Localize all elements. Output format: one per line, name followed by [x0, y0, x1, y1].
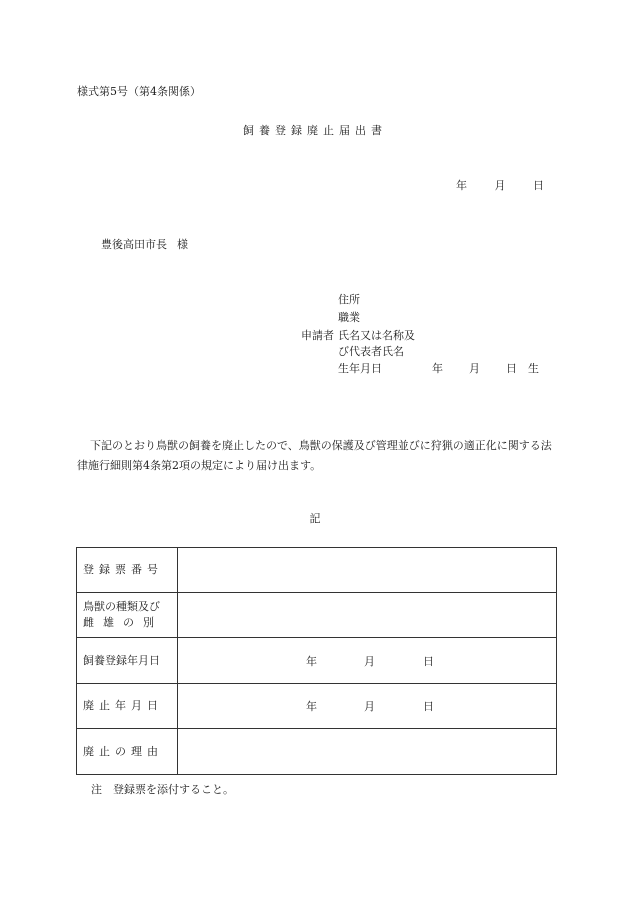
birth-year-label: 年 — [432, 362, 443, 375]
abolition-date-field[interactable] — [178, 684, 557, 729]
addressee — [101, 239, 188, 250]
declaration-text: 下記のとおり鳥獣の飼養を廃止したので、鳥獣の保護及び管理並びに狩猟の適正化に関する法律施行細則第4条第2項の規定により届け出ます。 — [77, 439, 552, 472]
applicant-prefix: 申請者 — [301, 329, 334, 342]
reg-day-label: 日 — [423, 654, 434, 668]
reg-year-label: 年 — [306, 654, 317, 668]
name-label-line1: 氏名又は名称及 — [338, 329, 415, 342]
keeping-registration-date-field[interactable] — [178, 638, 557, 684]
table-row — [77, 593, 557, 638]
birth-day-label: 日 — [506, 362, 517, 375]
keeping-registration-date-label: 飼養登録年月日 — [77, 638, 178, 684]
abolition-date-label: 廃止年月日 — [77, 684, 178, 729]
addressee-name: 豊後高田市長 — [101, 238, 167, 251]
abolition-day-label: 日 — [423, 700, 434, 713]
ki-heading: 記 — [309, 512, 321, 525]
species-sex-label-line2: 雌雄の別 — [83, 616, 163, 629]
date-day-label: 日 — [533, 179, 544, 192]
table-row — [77, 729, 557, 775]
name-label-line2: び代表者氏名 — [338, 345, 404, 358]
species-sex-label-line1: 鳥獣の種類及び — [83, 600, 160, 613]
occupation-label: 職業 — [338, 311, 360, 324]
species-sex-field[interactable] — [178, 593, 557, 638]
abolition-year-label: 年 — [306, 700, 317, 713]
address-label: 住所 — [338, 293, 360, 306]
reg-month-label: 月 — [364, 654, 375, 668]
species-sex-label — [77, 593, 178, 638]
birth-suffix: 生 — [528, 362, 539, 375]
submission-date — [456, 180, 544, 191]
date-year-label: 年 — [456, 179, 467, 192]
addressee-honorific: 様 — [177, 238, 188, 251]
document-title: 飼養登録廃止届出書 — [243, 124, 387, 137]
birth-month-label: 月 — [469, 362, 480, 375]
details-table — [76, 547, 557, 775]
table-row — [77, 638, 557, 684]
table-row — [77, 684, 557, 729]
abolition-reason-field[interactable] — [178, 729, 557, 775]
registration-number-field[interactable] — [178, 548, 557, 593]
table-row — [77, 548, 557, 593]
abolition-month-label: 月 — [364, 700, 375, 713]
form-number: 様式第5号（第4条関係） — [77, 85, 201, 98]
date-month-label: 月 — [494, 179, 506, 192]
abolition-reason-label: 廃止の理由 — [77, 729, 178, 775]
birthdate-label: 生年月日 — [338, 362, 382, 375]
registration-number-label: 登録票番号 — [77, 548, 178, 593]
note: 注 登録票を添付すること。 — [91, 783, 234, 796]
